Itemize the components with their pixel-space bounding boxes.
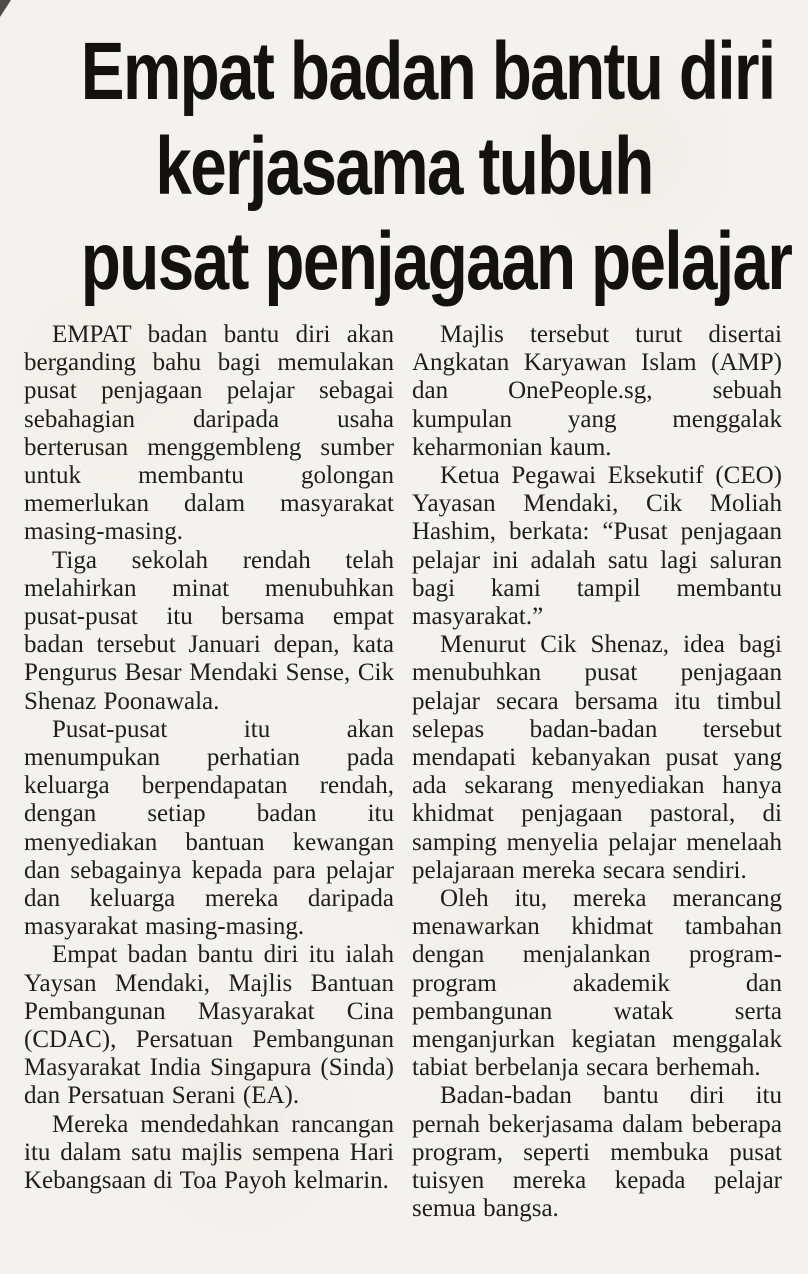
headline-line-2: kerjasama tubuh <box>155 121 653 212</box>
left-paragraph-5: Mereka mendedahkan rancangan itu dalam satu majlis sempena Hari Kebangsaan di Toa Payoh kelmarin. <box>24 1110 394 1195</box>
headline-line-3: pusat penjagaan pelajar <box>80 216 792 307</box>
left-paragraph-1: EMPAT badan bantu diri akan berganding bahu bagi memulakan pusat penjagaan pelajar sebagai sebahagian daripada usaha berterusan menggembleng sumber untuk membantu golongan memerlukan dalam masyarakat masing-masing. <box>24 321 394 546</box>
right-paragraph-5: Badan-badan bantu diri itu pernah bekerjasama dalam beberapa program, seperti membuka pusat tuisyen mereka kepada pelajar semua bangsa. <box>412 1082 782 1223</box>
right-paragraph-1: Majlis tersebut turut disertai Angkatan Karyawan Islam (AMP) dan OnePeople.sg, sebuah kumpulan yang menggalak keharmonian kaum. <box>412 321 782 461</box>
right-paragraph-4: Oleh itu, mereka merancang menawarkan khidmat tambahan dengan menjalankan program-program akademik dan pembangunan watak serta menganjurkan kegiatan menggalak tabiat berbelanja secara berhemah. <box>412 885 782 1082</box>
left-paragraph-2: Tiga sekolah rendah telah melahirkan minat menubuhkan pusat-pusat itu bersama empat badan tersebut Januari depan, kata Pengurus Besar Mendaki Sense, Cik Shenaz Poonawala. <box>24 546 394 715</box>
column-right <box>412 321 782 1224</box>
right-paragraph-2: Ketua Pegawai Eksekutif (CEO) Yayasan Mendaki, Cik Moliah Hashim, berkata: “Pusat penjagaan pelajar ini adalah satu lagi saluran bagi kami tampil membantu masyarakat.” <box>412 462 782 631</box>
article-headline <box>0 0 808 309</box>
column-left <box>24 321 394 1224</box>
article-body <box>0 309 808 1224</box>
left-paragraph-4: Empat badan bantu diri itu ialah Yaysan Mendaki, Majlis Bantuan Pembangunan Masyarakat Cina (CDAC), Persatuan Pembangunan Masyarakat India Singapura (Sinda) dan Persatuan Serani (EA). <box>24 941 394 1110</box>
headline-line-1: Empat badan bantu diri <box>80 26 775 117</box>
right-paragraph-3: Menurut Cik Shenaz, idea bagi menubuhkan pusat penjagaan pelajar secara bersama itu timbul selepas badan-badan tersebut mendapati kebanyakan pusat yang ada sekarang menyediakan hanya khidmat penjagaan pastoral, di samping menyelia pelajar menelaah pelajaraan mereka secara sendiri. <box>412 631 782 884</box>
left-paragraph-3: Pusat-pusat itu akan menumpukan perhatian pada keluarga berpendapatan rendah, dengan setiap badan itu menyediakan bantuan kewangan dan sebagainya kepada para pelajar dan keluarga mereka daripada masyarakat masing-masing. <box>24 715 394 941</box>
